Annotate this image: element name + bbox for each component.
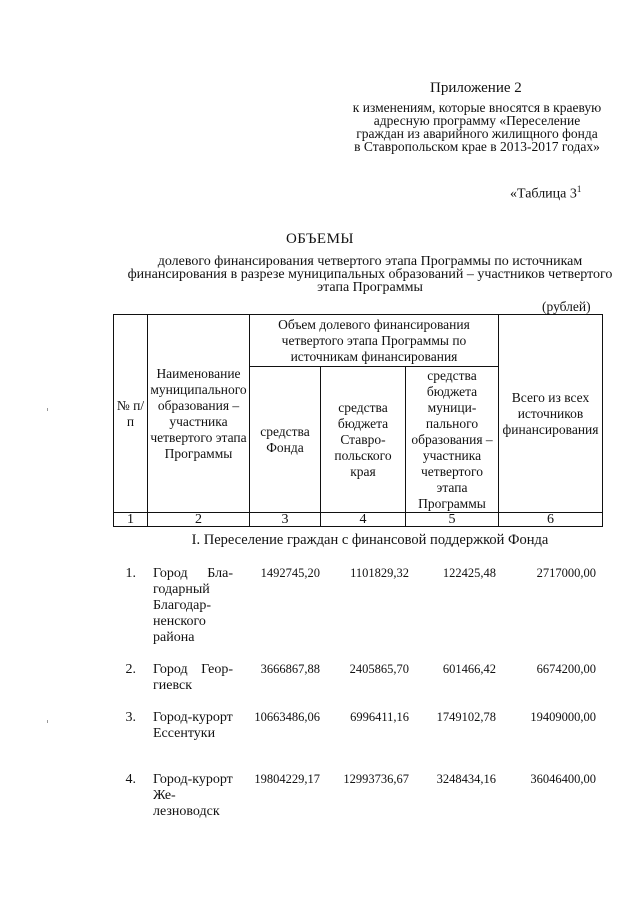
header-number: № п/п xyxy=(114,315,148,513)
column-number-6: 6 xyxy=(499,513,603,527)
row-municipal-value: 3248434,16 xyxy=(436,772,496,786)
row-number: 1. xyxy=(125,566,136,581)
column-number-1: 1 xyxy=(114,513,148,527)
document-subtitle: долевого финансирования четвертого этапа Программы по источникам финансирования в разрезе муниципальных образований – участников четвертого этапа Программы xyxy=(127,254,613,295)
header-municipality: Наименование муниципального образования – участника четвертого этапа Программы xyxy=(148,315,250,513)
row-regional-value: 12993736,67 xyxy=(343,772,409,786)
row-municipal-value: 122425,48 xyxy=(442,566,496,580)
scan-mark xyxy=(47,408,48,411)
column-number-2: 2 xyxy=(148,513,250,527)
units-label: (рублей) xyxy=(542,299,591,314)
row-fund-value: 1492745,20 xyxy=(260,566,320,580)
row-total-value: 2717000,00 xyxy=(536,566,596,580)
table-reference xyxy=(510,184,581,203)
row-total-value: 36046400,00 xyxy=(530,772,596,786)
row-total-value: 6674200,00 xyxy=(536,662,596,676)
row-municipal-value: 601466,42 xyxy=(442,662,496,676)
row-regional-value: 2405865,70 xyxy=(349,662,409,676)
row-number: 2. xyxy=(125,662,136,677)
row-fund-value: 19804229,17 xyxy=(254,772,320,786)
table-reference-text: «Таблица 3 xyxy=(510,186,577,202)
header-regional-budget: средства бюджета Ставропольского края xyxy=(321,367,406,513)
row-municipality-name: Город Георгиевск xyxy=(153,662,233,693)
row-municipality-name: Город-курорт Ессентуки xyxy=(153,710,233,741)
row-municipal-value: 1749102,78 xyxy=(436,710,496,724)
header-fund: средства Фонда xyxy=(250,367,321,513)
row-regional-value: 6996411,16 xyxy=(350,710,409,724)
row-total-value: 19409000,00 xyxy=(530,710,596,724)
row-municipality-name: Город Благодарный Благодарненского района xyxy=(153,566,233,645)
row-regional-value: 1101829,32 xyxy=(350,566,409,580)
appendix-title: Приложение 2 xyxy=(430,80,522,96)
section-title: I. Переселение граждан с финансовой поддержкой Фонда xyxy=(191,532,549,548)
column-number-4: 4 xyxy=(321,513,406,527)
row-fund-value: 3666867,88 xyxy=(260,662,320,676)
header-municipal-budget: средства бюджета муниципального образования – участника четвертого этапа Программы xyxy=(406,367,499,513)
row-number: 4. xyxy=(125,772,136,787)
column-number-5: 5 xyxy=(406,513,499,527)
document-title: ОБЪЕМЫ xyxy=(285,231,355,247)
column-number-3: 3 xyxy=(250,513,321,527)
header-total: Всего из всех источников финансирования xyxy=(499,315,603,513)
header-financing-group: Объем долевого финансирования четвертого этапа Программы по источникам финансирования xyxy=(250,315,499,367)
financing-table-header xyxy=(113,314,603,527)
appendix-description: к изменениям, которые вносятся в краевую адресную программу «Переселение граждан из аварийного жилищного фонда в Ставропольском крае в 2013-2017 годах» xyxy=(352,100,602,154)
row-number: 3. xyxy=(125,710,136,725)
table-reference-superscript: 1 xyxy=(576,184,582,194)
row-fund-value: 10663486,06 xyxy=(254,710,320,724)
scan-mark xyxy=(47,720,48,723)
row-municipality-name: Город-курорт Железноводск xyxy=(153,772,233,819)
